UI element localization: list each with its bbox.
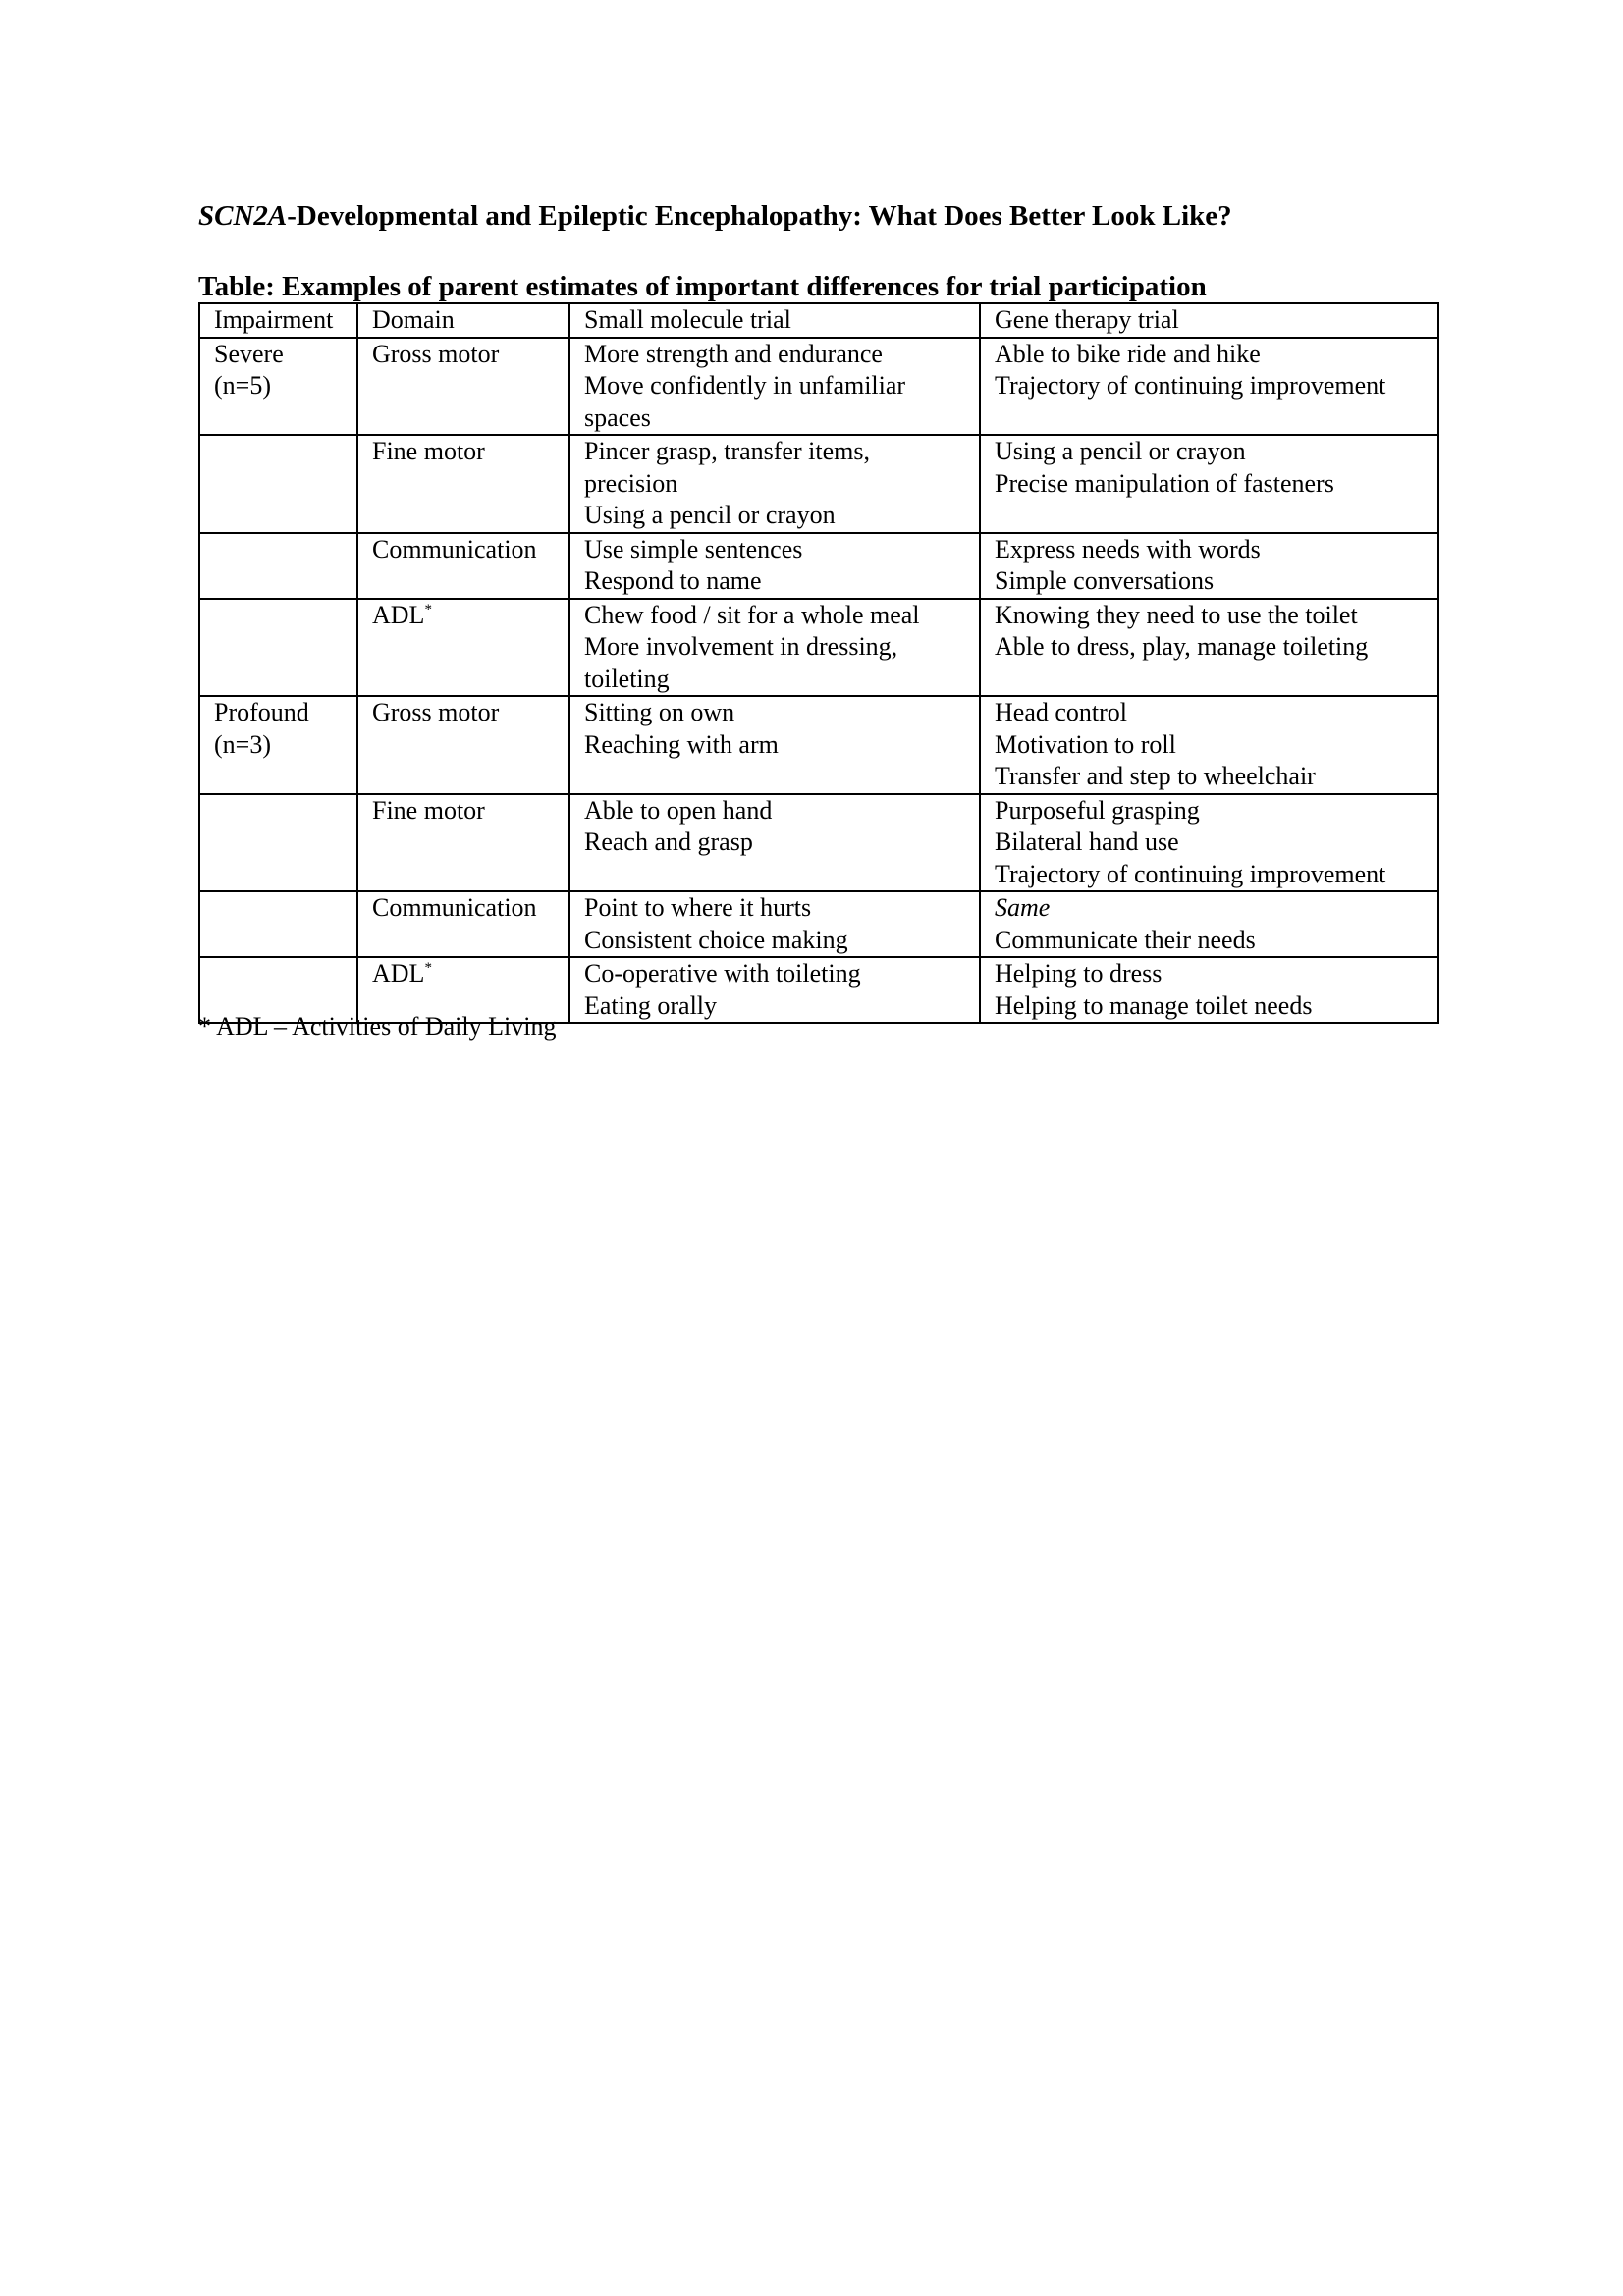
cell-small-molecule xyxy=(569,338,980,436)
cell-gene-therapy xyxy=(980,533,1438,599)
small-line: Reach and grasp xyxy=(584,828,753,856)
table-row xyxy=(199,533,1438,599)
small-line: Respond to name xyxy=(584,566,762,595)
small-line: spaces xyxy=(584,402,651,432)
cell-gene-therapy xyxy=(980,338,1438,436)
cell-gene-therapy xyxy=(980,957,1438,1023)
cell-gene-therapy xyxy=(980,599,1438,697)
table-row xyxy=(199,338,1438,436)
footnote: * ADL – Activities of Daily Living xyxy=(198,1012,557,1041)
cell-impairment xyxy=(199,794,357,892)
cell-gene-therapy xyxy=(980,696,1438,794)
gene-line: Able to bike ride and hike xyxy=(995,339,1261,368)
small-line: Chew food / sit for a whole meal xyxy=(584,600,920,629)
small-line: Move confidently in unfamiliar xyxy=(584,371,906,400)
cell-impairment xyxy=(199,338,357,436)
gene-line: Bilateral hand use xyxy=(995,828,1179,856)
small-line: toileting xyxy=(584,664,670,693)
table-row xyxy=(199,891,1438,957)
cell-small-molecule xyxy=(569,435,980,533)
cell-impairment xyxy=(199,696,357,794)
domain-label: Communication xyxy=(372,534,537,563)
gene-name: SCN2A xyxy=(198,200,288,232)
gene-line: Purposeful grasping xyxy=(995,795,1200,825)
small-line: Pincer grasp, transfer items, xyxy=(584,437,870,465)
domain-label: Gross motor xyxy=(372,698,500,726)
small-line: Eating orally xyxy=(584,990,718,1020)
gene-line: Using a pencil or crayon xyxy=(995,437,1246,465)
small-line: Sitting on own xyxy=(584,698,735,726)
footnote-marker: * xyxy=(424,960,432,976)
table-row xyxy=(199,435,1438,533)
cell-impairment xyxy=(199,599,357,697)
header-small-molecule: Small molecule trial xyxy=(569,303,980,338)
cell-small-molecule xyxy=(569,794,980,892)
small-line: Consistent choice making xyxy=(584,925,848,954)
small-line: Able to open hand xyxy=(584,795,773,825)
header-domain: Domain xyxy=(357,303,569,338)
gene-line: Express needs with words xyxy=(995,534,1261,563)
cell-domain xyxy=(357,794,569,892)
cell-impairment xyxy=(199,533,357,599)
cell-impairment xyxy=(199,891,357,957)
cell-small-molecule xyxy=(569,891,980,957)
small-line: More involvement in dressing, xyxy=(584,632,898,661)
gene-line: Trajectory of continuing improvement xyxy=(995,371,1386,400)
gene-line: Helping to manage toilet needs xyxy=(995,990,1313,1020)
cell-small-molecule xyxy=(569,957,980,1023)
outcomes-table xyxy=(198,302,1439,1024)
footnote-marker: * xyxy=(424,601,432,617)
gene-line: Simple conversations xyxy=(995,566,1215,595)
small-line: precision xyxy=(584,468,678,498)
table-row xyxy=(199,696,1438,794)
small-line: Use simple sentences xyxy=(584,534,803,563)
cell-gene-therapy xyxy=(980,435,1438,533)
cell-domain xyxy=(357,533,569,599)
gene-line: Precise manipulation of fasteners xyxy=(995,468,1334,498)
domain-label: ADL xyxy=(372,600,425,629)
gene-line: Able to dress, play, manage toileting xyxy=(995,632,1369,661)
cell-domain xyxy=(357,891,569,957)
gene-line: Head control xyxy=(995,698,1128,726)
impairment-line: (n=5) xyxy=(214,371,271,400)
gene-line: Same xyxy=(995,893,1051,922)
page-title xyxy=(198,198,1232,234)
table-header-row xyxy=(199,303,1438,338)
table-caption: Table: Examples of parent estimates of important differences for trial participation xyxy=(198,271,1207,302)
cell-gene-therapy xyxy=(980,891,1438,957)
cell-impairment xyxy=(199,435,357,533)
gene-line: Knowing they need to use the toilet xyxy=(995,600,1358,629)
cell-domain xyxy=(357,435,569,533)
title-rest: -Developmental and Epileptic Encephalopathy: What Does Better Look Like? xyxy=(287,200,1232,232)
small-line: More strength and endurance xyxy=(584,339,883,368)
header-impairment: Impairment xyxy=(199,303,357,338)
table-row xyxy=(199,794,1438,892)
table-body xyxy=(199,303,1438,1023)
cell-domain xyxy=(357,696,569,794)
small-line: Reaching with arm xyxy=(584,729,779,759)
header-gene-therapy: Gene therapy trial xyxy=(980,303,1438,338)
table-row xyxy=(199,599,1438,697)
impairment-line: Severe xyxy=(214,339,284,368)
cell-gene-therapy xyxy=(980,794,1438,892)
domain-label: Communication xyxy=(372,893,537,922)
domain-label: Fine motor xyxy=(372,437,485,465)
cell-small-molecule xyxy=(569,696,980,794)
gene-line: Helping to dress xyxy=(995,959,1163,988)
cell-small-molecule xyxy=(569,533,980,599)
cell-small-molecule xyxy=(569,599,980,697)
impairment-line: Profound xyxy=(214,698,309,726)
domain-label: ADL xyxy=(372,959,425,988)
cell-domain xyxy=(357,338,569,436)
gene-line: Communicate their needs xyxy=(995,925,1256,954)
small-line: Co-operative with toileting xyxy=(584,959,861,988)
gene-line: Transfer and step to wheelchair xyxy=(995,762,1316,790)
gene-line: Motivation to roll xyxy=(995,729,1176,759)
gene-line: Trajectory of continuing improvement xyxy=(995,859,1386,888)
impairment-line: (n=3) xyxy=(214,729,271,759)
domain-label: Gross motor xyxy=(372,339,500,368)
small-line: Using a pencil or crayon xyxy=(584,501,836,529)
domain-label: Fine motor xyxy=(372,795,485,825)
small-line: Point to where it hurts xyxy=(584,893,812,922)
cell-domain xyxy=(357,599,569,697)
